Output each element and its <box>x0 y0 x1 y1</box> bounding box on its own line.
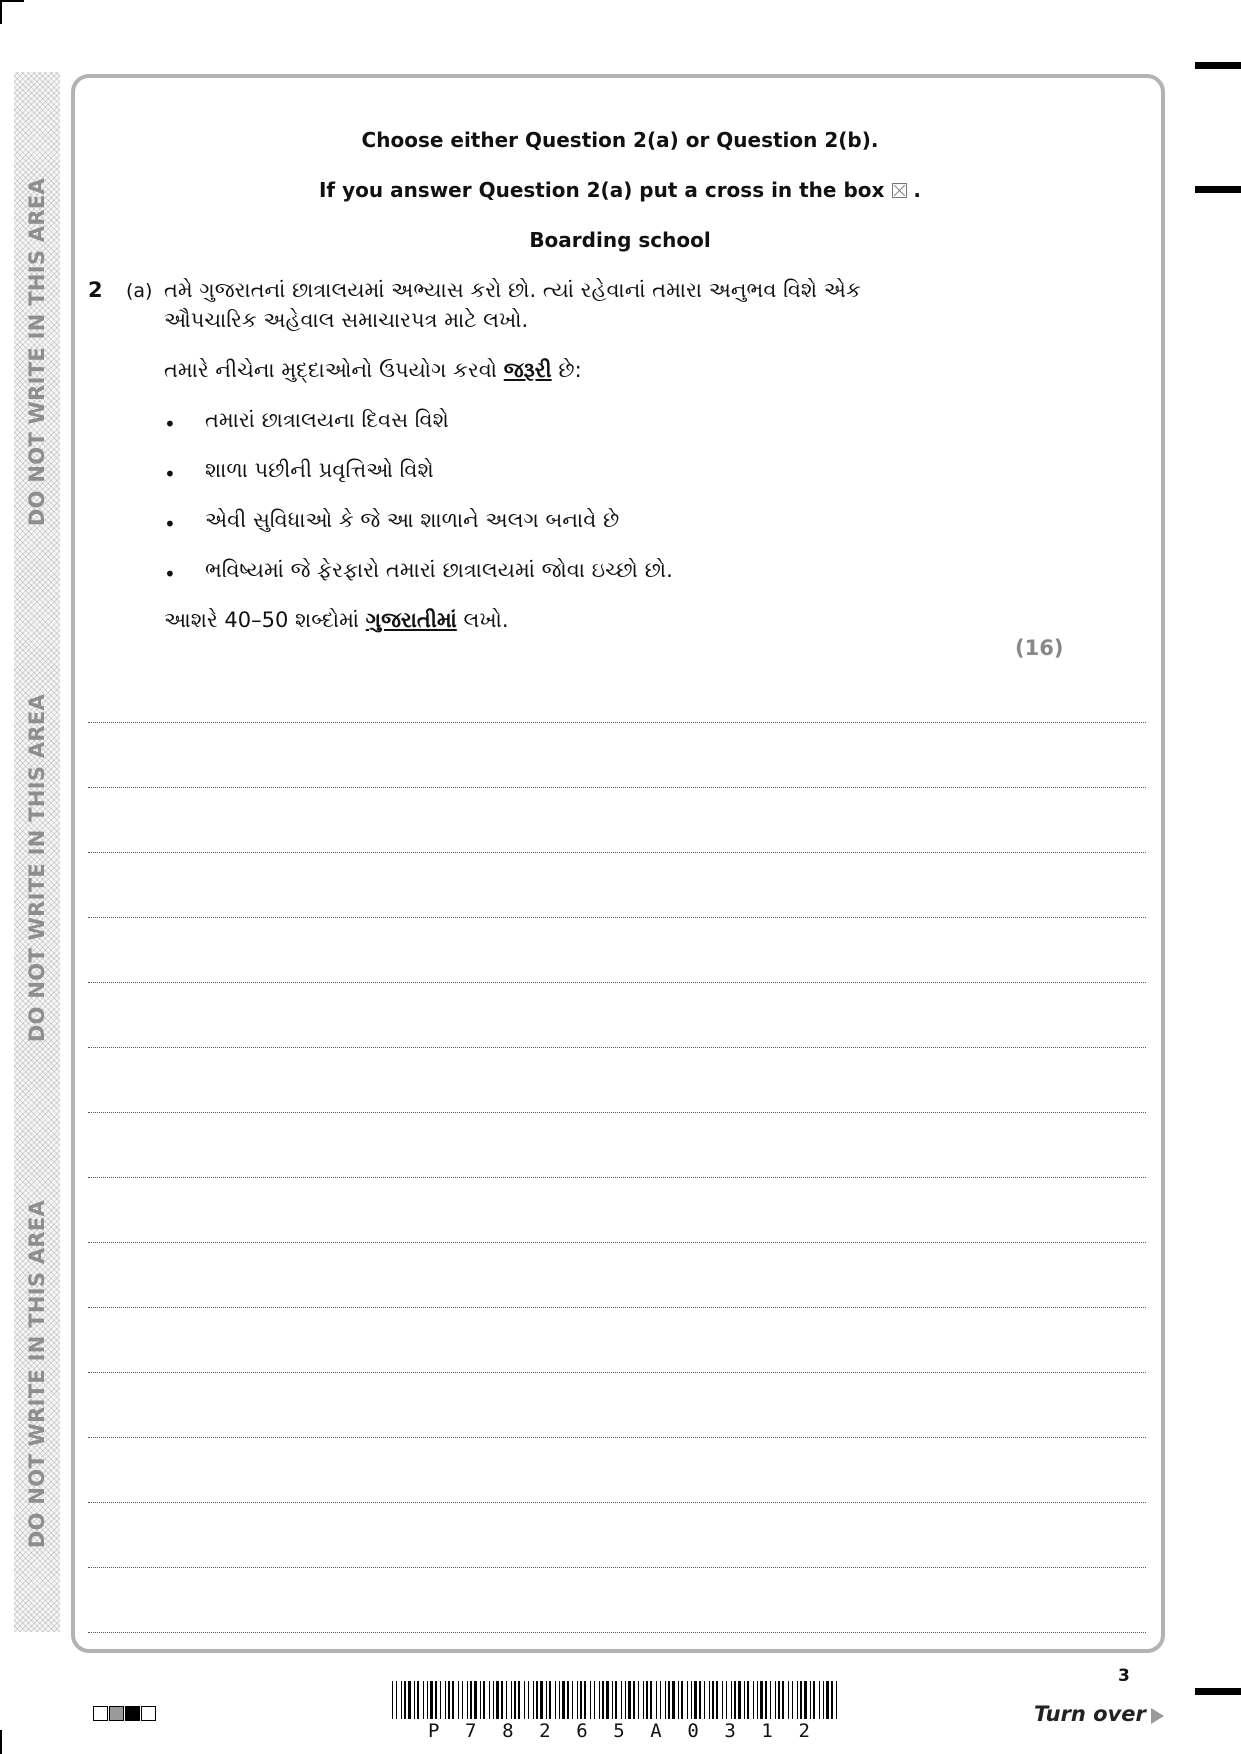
barcode-bar <box>423 1681 424 1719</box>
barcode-digit: 8 <box>502 1720 514 1742</box>
barcode-bar <box>738 1681 741 1719</box>
barcode-bar <box>665 1681 666 1719</box>
barcode-bar <box>678 1681 679 1719</box>
barcode-bar <box>408 1681 411 1719</box>
barcode-bar <box>757 1681 758 1719</box>
barcode-bar <box>621 1681 622 1719</box>
bullet-item-1: તમારાં છાત્રાલયના દિવસ વિશે <box>205 408 449 432</box>
answer-line[interactable] <box>88 917 1146 918</box>
bullet-dot-2: • <box>164 462 176 486</box>
barcode-bar <box>716 1681 718 1719</box>
crop-mark-top-left <box>0 0 2 24</box>
answer-line[interactable] <box>88 787 1146 788</box>
barcode-graphic <box>392 1681 844 1719</box>
answer-line[interactable] <box>88 1502 1146 1503</box>
barcode-bar <box>404 1681 406 1719</box>
barcode-bar <box>831 1681 833 1719</box>
barcode-bar <box>467 1681 468 1719</box>
bullet-dot-3: • <box>164 512 176 536</box>
registration-bar-1 <box>1195 62 1241 69</box>
barcode-bar <box>813 1681 815 1719</box>
answer-line[interactable] <box>88 1112 1146 1113</box>
answer-line[interactable] <box>88 1177 1146 1178</box>
turn-over-arrow-icon <box>1151 1708 1164 1724</box>
barcode-bar <box>501 1681 503 1719</box>
word-limit-instruction <box>164 608 509 633</box>
barcode-bar <box>401 1681 402 1719</box>
barcode-bar <box>584 1681 586 1719</box>
barcode-bar <box>668 1681 670 1719</box>
barcode-bar <box>625 1681 626 1719</box>
barcode-digit: 7 <box>465 1720 477 1742</box>
barcode-bar <box>590 1681 591 1719</box>
barcode-bar <box>646 1681 648 1719</box>
barcode-bar <box>567 1681 569 1719</box>
barcode-bar <box>726 1681 727 1719</box>
barcode-bar <box>577 1681 578 1719</box>
barcode-digit: 5 <box>613 1720 625 1742</box>
barcode-bar <box>778 1681 780 1719</box>
barcode-bar <box>489 1681 490 1719</box>
barcode-digits <box>428 1720 810 1742</box>
barcode-bar <box>691 1681 692 1719</box>
barcode-bar <box>555 1681 556 1719</box>
barcode-bar <box>506 1681 507 1719</box>
barcode-bar <box>643 1681 644 1719</box>
topic-title: Boarding school <box>529 228 711 252</box>
barcode-bar <box>606 1681 609 1719</box>
bullet-item-3: એવી સુવિધાઓ કે જે આ શાળાને અલગ બનાવે છે <box>205 508 620 532</box>
answer-line[interactable] <box>88 1307 1146 1308</box>
barcode-bar <box>470 1681 472 1719</box>
crop-mark-bottom-left <box>0 1730 2 1754</box>
barcode-bar <box>660 1681 661 1719</box>
barcode-bar <box>650 1681 652 1719</box>
instruction-choose: Choose either Question 2(a) or Question 2(b). <box>361 128 879 152</box>
barcode-bar <box>823 1681 824 1719</box>
barcode-bar <box>549 1681 551 1719</box>
barcode-bar <box>448 1681 450 1719</box>
answer-line[interactable] <box>88 1632 1146 1633</box>
id-box-empty <box>141 1706 156 1721</box>
barcode-bar <box>599 1681 600 1719</box>
barcode-bar <box>819 1681 820 1719</box>
barcode-bar <box>775 1681 776 1719</box>
barcode-bar <box>747 1681 749 1719</box>
prompt-line-1: તમે ગુજરાતનાં છાત્રાલયમાં અભ્યાસ કરો છો. ત્યાં રહેવાનાં તમારા અનુભવ વિશે એક <box>164 278 861 302</box>
barcode-digit: 6 <box>576 1720 588 1742</box>
turn-over-label: Turn over <box>1034 1702 1146 1726</box>
barcode-bar <box>462 1681 463 1719</box>
prompt-line-2: ઔપચારિક અહેવાલ સમાચારપત્ર માટે લખો. <box>164 308 529 332</box>
barcode-bar <box>440 1681 441 1719</box>
answer-line[interactable] <box>88 722 1146 723</box>
barcode-bar <box>392 1681 393 1719</box>
answer-line[interactable] <box>88 1372 1146 1373</box>
barcode-bar <box>493 1681 494 1719</box>
barcode-bar <box>474 1681 477 1719</box>
barcode-bar <box>430 1681 433 1719</box>
barcode-bar <box>580 1681 582 1719</box>
barcode-bar <box>480 1681 481 1719</box>
barcode-bar <box>633 1681 635 1719</box>
barcode-bar <box>788 1681 789 1719</box>
barcode-digit: 3 <box>724 1720 736 1742</box>
barcode-bar <box>734 1681 736 1719</box>
marks-available: (16) <box>1015 636 1064 660</box>
barcode-bar <box>528 1681 529 1719</box>
barcode-bar <box>638 1681 639 1719</box>
barcode-bar <box>709 1681 710 1719</box>
barcode-bar <box>800 1681 802 1719</box>
barcode-bar <box>524 1681 525 1719</box>
barcode-bar <box>536 1681 538 1719</box>
barcode-bar <box>414 1681 415 1719</box>
barcode-bar <box>594 1681 595 1719</box>
barcode-bar <box>396 1681 397 1719</box>
word-limit-prefix: આશરે 40–50 શબ્દોમાં <box>164 608 360 632</box>
barcode-bar <box>559 1681 560 1719</box>
barcode-bar <box>615 1681 617 1719</box>
id-box-grey <box>109 1706 124 1721</box>
barcode-bar <box>699 1681 701 1719</box>
barcode-bar <box>458 1681 459 1719</box>
answer-line[interactable] <box>88 852 1146 853</box>
barcode-bar <box>797 1681 798 1719</box>
must-use-emphasis: જરૂરી <box>503 358 552 382</box>
must-use-suffix: છે: <box>558 358 582 382</box>
cross-prompt-text: If you answer Question 2(a) put a cross in the box <box>318 178 885 202</box>
must-use-instruction <box>164 358 582 383</box>
barcode-digit: 1 <box>761 1720 773 1742</box>
barcode-bar <box>514 1681 516 1719</box>
barcode-bar <box>483 1681 485 1719</box>
barcode-bar <box>722 1681 723 1719</box>
barcode-bar <box>731 1681 732 1719</box>
barcode-bar <box>572 1681 573 1719</box>
barcode-bar <box>694 1681 697 1719</box>
barcode-bar <box>435 1681 437 1719</box>
barcode-bar <box>804 1681 807 1719</box>
barcode-bar <box>602 1681 604 1719</box>
barcode-digit: A <box>650 1720 662 1742</box>
barcode-bar <box>810 1681 811 1719</box>
barcode-bar <box>836 1681 837 1719</box>
registration-bar-2 <box>1195 186 1241 193</box>
barcode-bar <box>687 1681 688 1719</box>
barcode-bar <box>782 1681 784 1719</box>
question-part: (a) <box>126 280 153 302</box>
answer-line[interactable] <box>88 1437 1146 1438</box>
word-limit-emphasis: ગુજરાતીમાં <box>365 608 457 632</box>
barcode-bar <box>518 1681 520 1719</box>
page-number: 3 <box>1118 1666 1130 1686</box>
barcode-bar <box>744 1681 745 1719</box>
barcode-digit: 2 <box>539 1720 551 1742</box>
cross-prompt-tail: . <box>913 178 922 202</box>
answer-line[interactable] <box>88 982 1146 983</box>
barcode-bar <box>770 1681 771 1719</box>
answer-line[interactable] <box>88 1047 1146 1048</box>
instruction-cross <box>75 178 1165 202</box>
barcode-bar <box>765 1681 767 1719</box>
page-id-boxes <box>93 1706 156 1721</box>
answer-line[interactable] <box>88 1242 1146 1243</box>
barcode-bar <box>562 1681 565 1719</box>
barcode-bar <box>826 1681 829 1719</box>
barcode-bar <box>540 1681 543 1719</box>
barcode-bar <box>704 1681 705 1719</box>
bullet-item-2: શાળા પછીની પ્રવૃત્તિઓ વિશે <box>205 458 434 482</box>
barcode-bar <box>672 1681 675 1719</box>
barcode-bar <box>417 1681 419 1719</box>
barcode-bar <box>452 1681 454 1719</box>
bullet-item-4: ભવિષ્યમાં જે ફેરફારો તમારાં છાત્રાલયમાં જોવા ઇચ્છો છો. <box>205 558 673 582</box>
id-box-empty <box>93 1706 108 1721</box>
barcode-digit: P <box>428 1720 440 1742</box>
id-box-black <box>125 1706 140 1721</box>
barcode-bar <box>511 1681 512 1719</box>
barcode-bar <box>760 1681 763 1719</box>
question-number: 2 <box>88 278 103 302</box>
crop-mark-top-left-h <box>0 0 24 2</box>
barcode-bar <box>427 1681 428 1719</box>
barcode-digit: 0 <box>687 1720 699 1742</box>
barcode-bar <box>792 1681 793 1719</box>
bullet-dot-4: • <box>164 562 176 586</box>
barcode-bar <box>445 1681 446 1719</box>
barcode-bar <box>656 1681 657 1719</box>
barcode-bar <box>546 1681 547 1719</box>
barcode-bar <box>612 1681 613 1719</box>
registration-bar-3 <box>1195 1688 1241 1695</box>
barcode-bar <box>681 1681 683 1719</box>
answer-line[interactable] <box>88 1567 1146 1568</box>
bullet-dot-1: • <box>164 412 176 436</box>
barcode-bar <box>753 1681 754 1719</box>
must-use-prefix: તમારે નીચેના મુદ્દાઓનો ઉપયોગ કરવો <box>164 358 498 382</box>
barcode-bar <box>533 1681 534 1719</box>
barcode-bar <box>712 1681 714 1719</box>
cross-box-icon <box>892 183 907 198</box>
barcode-bar <box>496 1681 499 1719</box>
word-limit-suffix: લખો. <box>463 608 509 632</box>
barcode-digit: 2 <box>798 1720 810 1742</box>
barcode-bar <box>628 1681 631 1719</box>
